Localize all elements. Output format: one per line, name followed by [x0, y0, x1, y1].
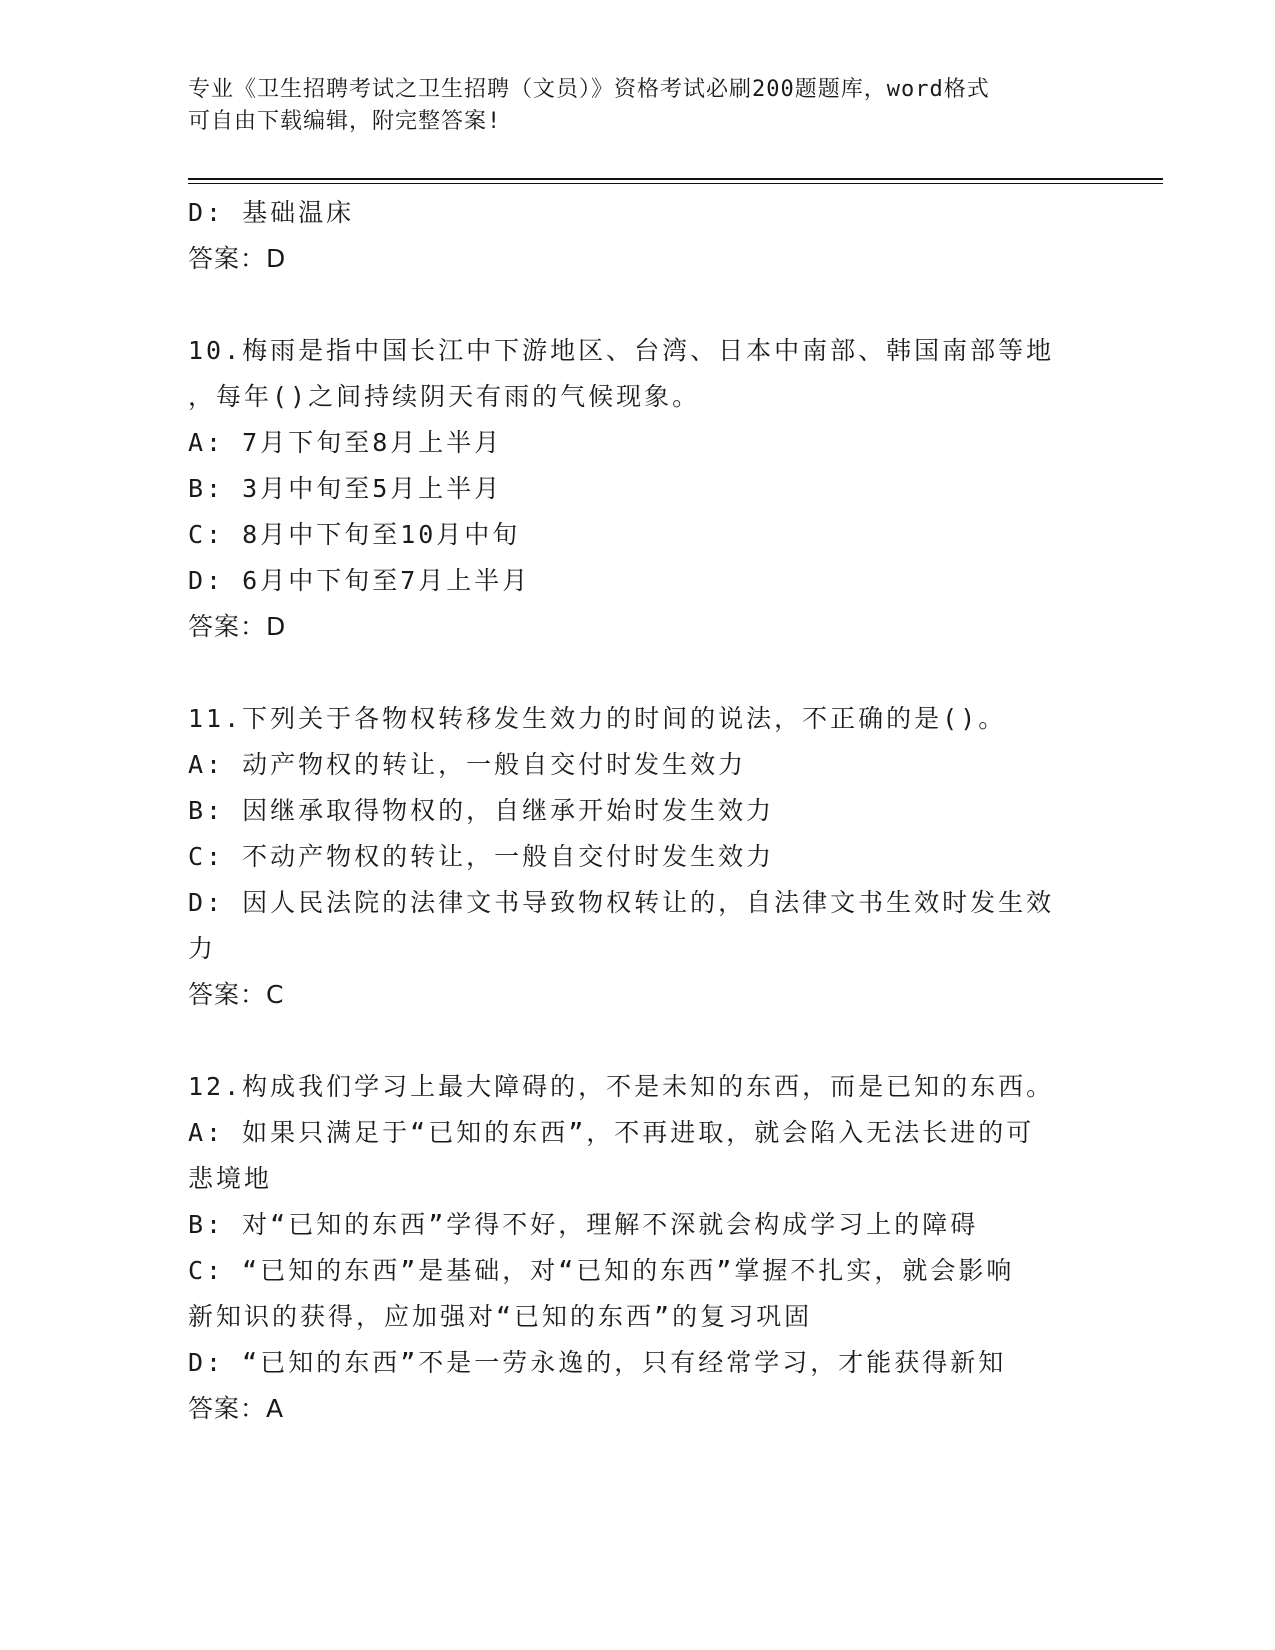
question-12	[188, 1064, 1088, 1432]
header-divider-thin	[188, 183, 1163, 184]
option-d: D: 基础温床	[188, 198, 355, 227]
option-d: D: “已知的东西”不是一劳永逸的，只有经常学习，才能获得新知	[188, 1348, 1007, 1377]
option-c-continued: 新知识的获得，应加强对“已知的东西”的复习巩固	[188, 1302, 813, 1331]
option-a: A: 如果只满足于“已知的东西”，不再进取，就会陷入无法长进的可	[188, 1118, 1035, 1147]
option-d: D: 6月中下旬至7月上半月	[188, 566, 531, 595]
document-header	[188, 74, 1088, 138]
answer-line: 答案：A	[188, 1394, 285, 1423]
option-b: B: 3月中旬至5月上半月	[188, 474, 503, 503]
question-stem-continued: ，每年()之间持续阴天有雨的气候现象。	[188, 382, 701, 411]
option-d-continued: 力	[188, 934, 217, 963]
question-11	[188, 696, 1088, 1018]
option-c: C: 不动产物权的转让，一般自交付时发生效力	[188, 842, 775, 871]
option-d: D: 因人民法院的法律文书导致物权转让的，自法律文书生效时发生效	[188, 888, 1055, 917]
answer-line: 答案：C	[188, 980, 285, 1009]
option-b: B: 因继承取得物权的，自继承开始时发生效力	[188, 796, 775, 825]
question-10	[188, 328, 1088, 650]
option-c: C: 8月中下旬至10月中旬	[188, 520, 521, 549]
question-stem: 12.构成我们学习上最大障碍的，不是未知的东西，而是已知的东西。	[188, 1072, 1055, 1101]
option-a: A: 7月下旬至8月上半月	[188, 428, 503, 457]
question-stem: 11.下列关于各物权转移发生效力的时间的说法，不正确的是()。	[188, 704, 1007, 733]
header-line-2: 可自由下载编辑，附完整答案!	[188, 109, 502, 134]
answer-line: 答案：D	[188, 244, 287, 273]
option-a-continued: 悲境地	[188, 1164, 273, 1193]
option-b: B: 对“已知的东西”学得不好，理解不深就会构成学习上的障碍	[188, 1210, 979, 1239]
option-c: C: “已知的东西”是基础，对“已知的东西”掌握不扎实，就会影响	[188, 1256, 1015, 1285]
answer-line: 答案：D	[188, 612, 287, 641]
previous-question-tail	[188, 190, 1088, 282]
header-divider-thick	[188, 178, 1163, 180]
document-body	[188, 190, 1088, 1432]
question-stem: 10.梅雨是指中国长江中下游地区、台湾、日本中南部、韩国南部等地	[188, 336, 1055, 365]
option-a: A: 动产物权的转让，一般自交付时发生效力	[188, 750, 747, 779]
header-line-1: 专业《卫生招聘考试之卫生招聘（文员）》资格考试必刷200题题库，word格式	[188, 77, 990, 102]
